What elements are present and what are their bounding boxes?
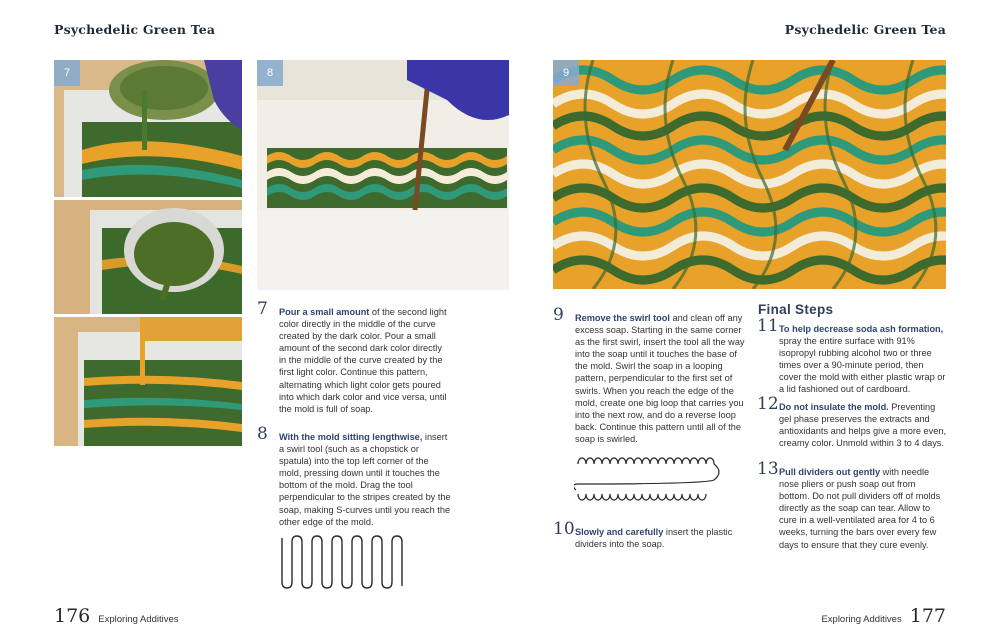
step-12 (757, 394, 947, 449)
step-body: of the second light color directly in the middle of the curve created by the dark color. Pour a small amount of the second dark color directly in the middle of the curve created by the first light color. Continue this pattern, alternating which light color gets poured into which dark color and vice versa, until the mold is full of soap. (279, 307, 447, 414)
step-lead: With the mold sitting lengthwise, (279, 432, 423, 442)
swirled-soap-image (553, 60, 946, 289)
step-lead: Pull dividers out gently (779, 467, 881, 477)
step-number: 11 (757, 316, 779, 336)
running-head-left: Psychedelic Green Tea (54, 22, 216, 37)
step-number: 7 (257, 299, 268, 319)
step-lead: Pour a small amount (279, 307, 370, 317)
footer-text-right: Exploring Additives (821, 614, 902, 625)
step-13 (757, 459, 947, 551)
photo-number-8: 8 (257, 60, 283, 86)
step-body: Preventing gel phase preserves the extracts and antioxidants and helps give a more even, creamy color. Unmold within 3 to 4 days. (779, 402, 947, 449)
step-9 (553, 305, 745, 445)
step-lead: To help decrease soda ash formation, (779, 324, 944, 334)
step-body: spray the entire surface with 91% isopropyl rubbing alcohol two or three times over a 90-minute period, then cover the mold with either plastic wrap or a lid fashioned out of cardboard. (779, 336, 946, 395)
step-number: 13 (757, 459, 779, 479)
step-body: with needle nose pliers or push soap out from bottom. Do not pull dividers off of molds directly as the soap can tear. Allow to cure in a well-ventilated area for 4 to 6 weeks, turning the bars over every few days to ensure that they cure evenly. (779, 467, 941, 550)
step-7 (257, 299, 451, 415)
step-10 (553, 519, 745, 550)
photo-step-7 (54, 60, 242, 446)
step-11 (757, 316, 947, 396)
photo-step-9 (553, 60, 946, 289)
footer-text-left: Exploring Additives (98, 614, 179, 625)
s-curve-swirl-diagram (280, 534, 404, 590)
photo-number-7: 7 (54, 60, 80, 86)
step-body: insert a swirl tool (such as a chopstick or spatula) into the top left corner of the mold, pressing down until it touches the bottom of the mold. Drag the tool perpendicular to the stripes created by the soap, making S-curves until you reach the other edge of the mold. (279, 432, 451, 527)
looping-swirl-diagram (574, 454, 722, 504)
step-number: 8 (257, 424, 268, 444)
page-number-right: 177 (909, 605, 946, 627)
step-lead: Slowly and carefully (575, 527, 664, 537)
swirl-tool-image (257, 60, 509, 290)
final-steps-heading: Final Steps (758, 302, 834, 317)
step-number: 12 (757, 394, 779, 414)
footer-right (821, 605, 946, 627)
running-head-right: Psychedelic Green Tea (784, 22, 946, 37)
step-8 (257, 424, 451, 528)
step-body: insert the plastic dividers into the soap. (575, 527, 733, 550)
step-number: 10 (553, 519, 575, 539)
photo-number-9: 9 (553, 60, 579, 86)
photo-step-8 (257, 60, 509, 290)
step-body: and clean off any excess soap. Starting in the same corner as the first swirl, insert the tool all the way into the soap until it touches the base of the mold. Swirl the soap in a looping pattern, perpendicular to the first set of swirls. When you reach the edge of the mold, create one big loop that carries you into the next row, and do a reverse loop back. Continue this pattern until all of the soap is swirled. (575, 313, 745, 444)
step-lead: Remove the swirl tool (575, 313, 670, 323)
step-number: 9 (553, 305, 564, 325)
pouring-collage-image (54, 60, 242, 446)
step-lead: Do not insulate the mold. (779, 402, 889, 412)
footer-left (54, 605, 179, 627)
page-number-left: 176 (54, 605, 91, 627)
